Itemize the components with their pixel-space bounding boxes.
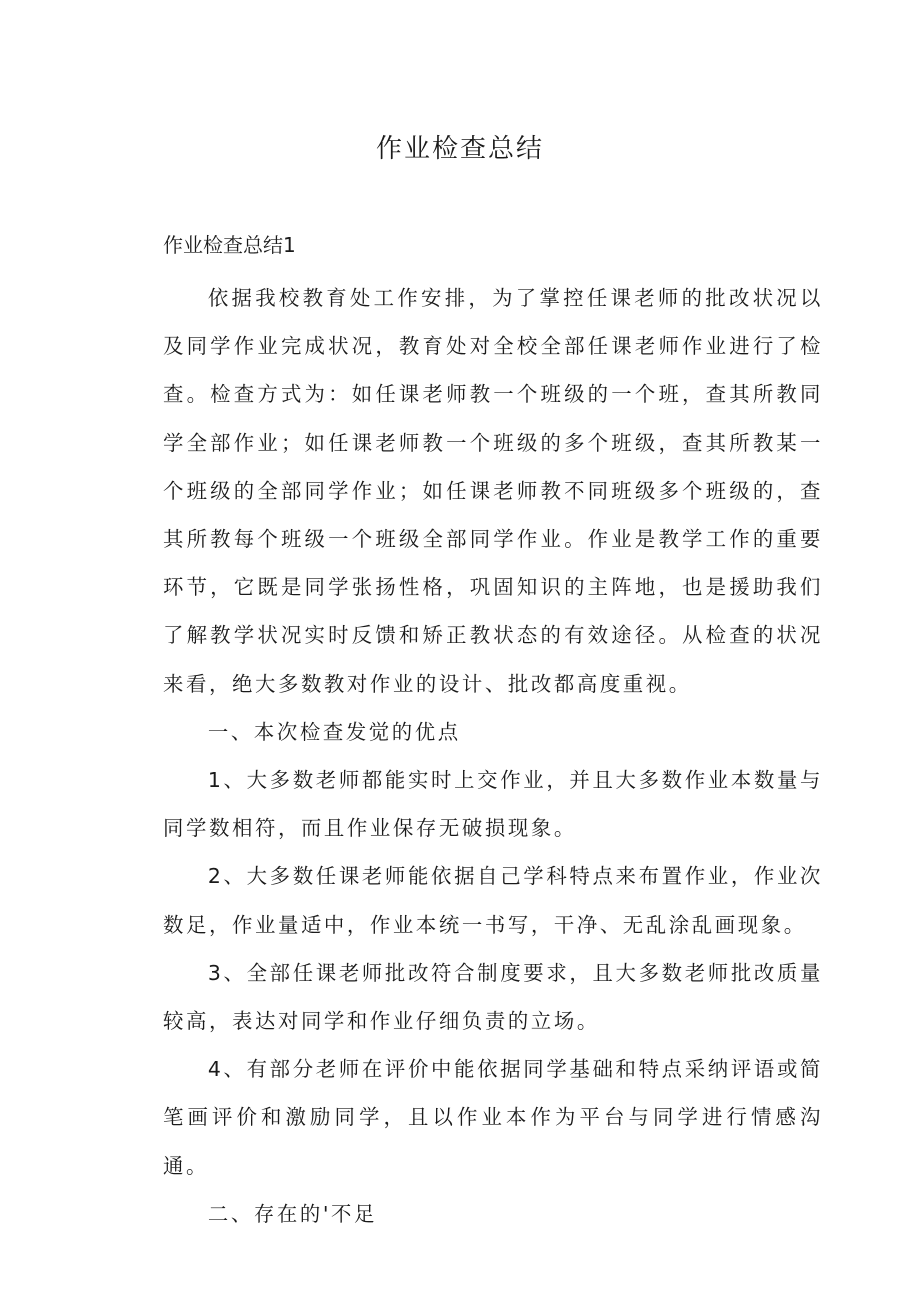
advantage-item-4: 4、有部分老师在评价中能依据同学基础和特点采纳评语或简笔画评价和激励同学，且以作业本作为平台与同学进行情感沟通。: [163, 1057, 823, 1178]
advantage-item-2: 2、大多数任课老师能依据自己学科特点来布置作业，作业次数足，作业量适中，作业本统一书写，干净、无乱涂乱画现象。: [163, 864, 823, 937]
advantage-item-1: 1、大多数老师都能实时上交作业，并且大多数作业本数量与同学数相符，而且作业保存无破损现象。: [163, 768, 823, 841]
shortcomings-heading: 二、存在的'不足: [207, 1201, 378, 1226]
advantage-item-3: 3、全部任课老师批改符合制度要求，且大多数老师批改质量较高，表达对同学和作业仔细负责的立场。: [163, 960, 823, 1034]
document-title: 作业检查总结: [375, 134, 544, 164]
advantages-heading: 一、本次检查发觉的优点: [207, 719, 461, 744]
section-heading: 作业检查总结1: [163, 233, 296, 257]
intro-paragraph: 依据我校教育处工作安排，为了掌控任课老师的批改状况以及同学作业完成状况，教育处对全校全部任课老师作业进行了检查。检查方式为：如任课老师教一个班级的一个班，查其所教同学全部作业；如任课老师教一个班级的多个班级，查其所教某一个班级的全部同学作业；如任课老师教不同班级多个班级的，查其所教每个班级一个班级全部同学作业。作业是教学工作的重要环节，它既是同学张扬性格，巩固知识的主阵地，也是援助我们了解教学状况实时反馈和矫正教状态的有效途径。从检查的状况来看，绝大多数教对作业的设计、批改都高度重视。: [163, 286, 823, 696]
document-body: [163, 274, 823, 1238]
